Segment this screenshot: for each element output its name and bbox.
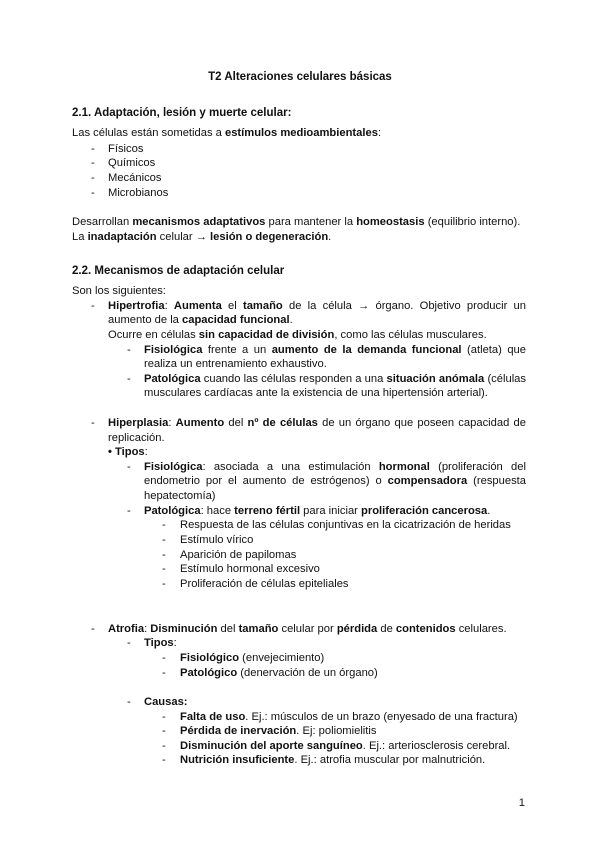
bullet-dash: - (162, 578, 166, 590)
bullet-dash: - (127, 373, 131, 385)
list-item: Pérdida de inervación. Ej: poliomielitis (180, 725, 377, 737)
bullet-dash: - (162, 725, 166, 737)
bullet-dash: - (127, 637, 131, 649)
bullet-dash: - (91, 623, 95, 635)
bullet-dash: - (162, 754, 166, 766)
list-item: Microbianos (108, 187, 169, 199)
list-item: Respuesta de las células conjuntivas en la cicatrización de heridas (180, 519, 511, 531)
paragraph: replicación. (108, 432, 165, 444)
bullet-dash: - (91, 300, 95, 312)
hipertrofia-fisiologica: Fisiológica frente a un aumento de la demanda funcional (atleta) que (144, 344, 527, 356)
bullet-dash: - (162, 563, 166, 575)
hiperplasia-line: Hiperplasia: Aumento del nº de células de un órgano que poseen capacidad de (108, 417, 526, 429)
bullet-dash: - (162, 652, 166, 664)
bullet-dash: - (127, 344, 131, 356)
section-heading-2-1: 2.1. Adaptación, lesión y muerte celular: (72, 107, 292, 119)
paragraph: Las células están sometidas a estímulos medioambientales: (72, 127, 382, 139)
hiperplasia-fisiologica-cont: endometrio por el aumento de estrógenos) o compensadora (respuesta (144, 475, 527, 487)
hiperplasia-patologica: Patológica: hace terreno fértil para iniciar proliferación cancerosa. (144, 505, 491, 517)
bullet-dash: - (127, 461, 131, 473)
bullet-dash: - (162, 667, 166, 679)
paragraph: realiza un entrenamiento exhaustivo. (144, 358, 327, 370)
bullet-dash: - (91, 187, 95, 199)
page-title: T2 Alteraciones celulares básicas (208, 71, 392, 83)
bullet-dash: - (91, 172, 95, 184)
bullet-dash: - (162, 740, 166, 752)
paragraph: Ocurre en células sin capacidad de división, como las células musculares. (108, 329, 487, 341)
bullet-dash: - (91, 417, 95, 429)
section-heading-2-2: 2.2. Mecanismos de adaptación celular (72, 265, 285, 277)
bullet-dash: - (162, 534, 166, 546)
hipertrofia-patologica: Patológica cuando las células responden a una situación anómala (células (144, 373, 526, 385)
bullet-dash: - (162, 549, 166, 561)
paragraph: Son los siguientes: (72, 285, 166, 297)
list-item: Proliferación de células epiteliales (180, 578, 349, 590)
bullet-dash: - (162, 711, 166, 723)
list-item: Químicos (108, 157, 156, 169)
tipos-label: • Tipos: (108, 446, 148, 458)
bullet-dash: - (91, 143, 95, 155)
paragraph: aumento de la capacidad funcional. (108, 314, 293, 326)
atrofia-line: Atrofia: Disminución del tamaño celular por pérdida de contenidos celulares. (108, 623, 507, 635)
page-number: 1 (518, 797, 525, 809)
list-item: Mecánicos (108, 172, 162, 184)
bullet-dash: - (127, 505, 131, 517)
list-item: Disminución del aporte sanguíneo. Ej.: arteriosclerosis cerebral. (180, 740, 511, 752)
list-item: Nutrición insuficiente. Ej.: atrofia muscular por malnutrición. (180, 754, 486, 766)
bullet-dash: - (91, 157, 95, 169)
tipos-label: Tipos: (144, 637, 177, 649)
paragraph: musculares cardíacas ante la existencia de una hipertensión arterial). (144, 387, 488, 399)
bullet-dash: - (127, 696, 131, 708)
list-item: Estímulo hormonal excesivo (180, 563, 320, 575)
paragraph: hepatectomía) (144, 490, 216, 502)
list-item: Falta de uso. Ej.: músculos de un brazo (enyesado de una fractura) (180, 711, 518, 723)
hiperplasia-fisiologica: Fisiológica: asociada a una estimulación hormonal (proliferación del (144, 461, 526, 473)
hipertrofia-line: Hipertrofia: Aumenta el tamaño de la célula → órgano. Objetivo producir un (108, 300, 526, 312)
list-item: Estímulo vírico (180, 534, 254, 546)
causas-label: Causas: (144, 696, 188, 708)
paragraph: La inadaptación celular → lesión o degeneración. (72, 231, 332, 243)
list-item: Físicos (108, 143, 144, 155)
paragraph: Desarrollan mecanismos adaptativos para mantener la homeostasis (equilibrio interno). (72, 216, 521, 228)
bullet-dash: - (162, 519, 166, 531)
list-item: Aparición de papilomas (180, 549, 297, 561)
list-item: Patológico (denervación de un órgano) (180, 667, 378, 679)
list-item: Fisiológico (envejecimiento) (180, 652, 325, 664)
